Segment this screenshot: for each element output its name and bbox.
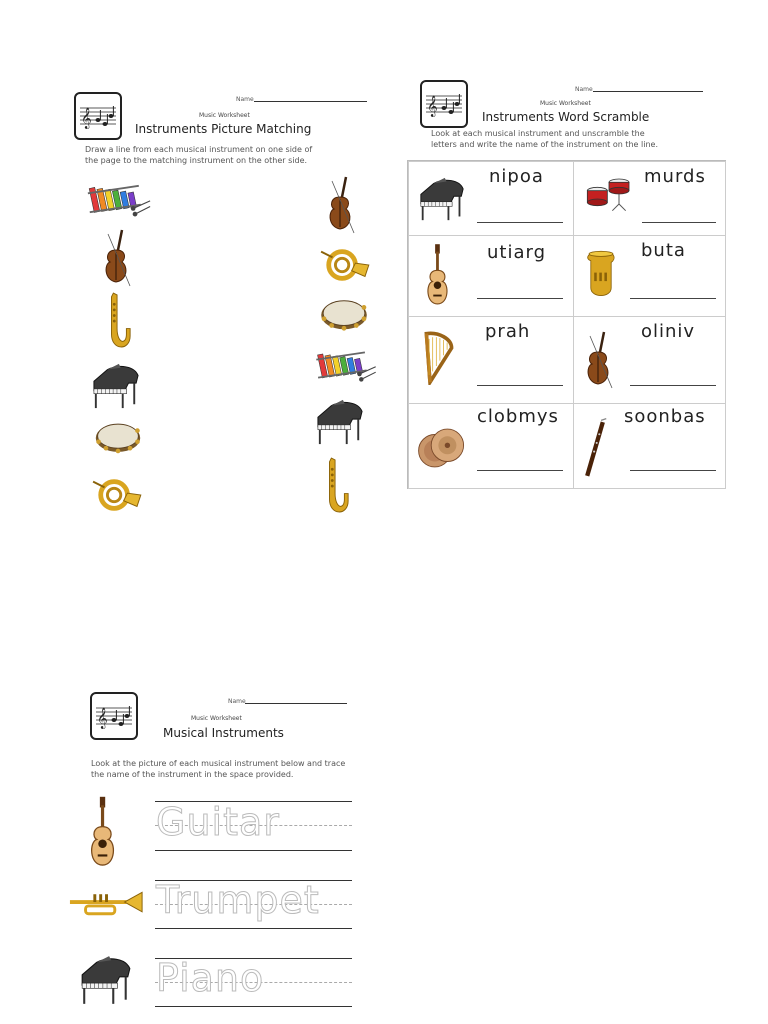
harp-icon xyxy=(421,329,457,385)
scrambled-word: prah xyxy=(485,321,531,342)
scrambled-word: clobmys xyxy=(477,406,559,427)
guitar-icon xyxy=(423,242,451,308)
instructions-line: letters and write the name of the instrument on the line. xyxy=(431,140,658,149)
tuba-icon xyxy=(584,248,618,304)
worksheet-instructions xyxy=(431,128,658,150)
name-label: Name xyxy=(575,86,593,93)
worksheet-instructions xyxy=(91,758,345,780)
piano-icon xyxy=(78,952,134,1008)
worksheet-instructions xyxy=(85,144,312,166)
scrambled-word: nipoa xyxy=(489,166,544,187)
answer-line[interactable] xyxy=(630,385,716,386)
scramble-cell xyxy=(408,403,574,489)
trumpet-icon xyxy=(68,888,146,918)
scrambled-word: buta xyxy=(641,240,686,261)
answer-line[interactable] xyxy=(477,298,563,299)
violin-icon[interactable] xyxy=(320,175,360,235)
instructions-line: Look at the picture of each musical instrument below and trace xyxy=(91,759,346,768)
worksheet-title: Instruments Word Scramble xyxy=(482,110,650,124)
saxophone-icon[interactable] xyxy=(104,291,132,353)
violin-icon[interactable] xyxy=(96,228,136,288)
trace-word[interactable]: Trumpet xyxy=(156,878,320,922)
piano-icon xyxy=(417,176,467,222)
xylophone-icon[interactable] xyxy=(86,180,152,218)
drums-icon xyxy=(584,174,634,214)
music-staff-logo-icon xyxy=(74,92,122,140)
answer-line[interactable] xyxy=(630,470,716,471)
name-input-line[interactable] xyxy=(245,703,347,704)
scramble-cell xyxy=(408,161,574,236)
instructions-line: the name of the instrument in the space provided. xyxy=(91,770,294,779)
worksheet-subtitle: Music Worksheet xyxy=(540,100,591,107)
instructions-line: the page to the matching instrument on the other side. xyxy=(85,156,308,165)
worksheet-subtitle: Music Worksheet xyxy=(199,112,250,119)
name-input-line[interactable] xyxy=(254,101,367,102)
answer-line[interactable] xyxy=(642,222,716,223)
scrambled-word: murds xyxy=(644,166,706,187)
trace-word[interactable]: Piano xyxy=(156,956,265,1000)
french-horn-icon[interactable] xyxy=(316,244,372,286)
trace-base-line xyxy=(155,928,352,929)
scramble-cell xyxy=(573,316,726,404)
scrambled-word: utiarg xyxy=(487,242,547,263)
answer-line[interactable] xyxy=(630,298,716,299)
scramble-cell xyxy=(408,316,574,404)
name-label: Name xyxy=(236,96,254,103)
name-input-line[interactable] xyxy=(593,91,703,92)
piano-icon[interactable] xyxy=(90,362,142,410)
name-label: Name xyxy=(228,698,246,705)
trace-base-line xyxy=(155,850,352,851)
saxophone-icon[interactable] xyxy=(322,456,350,518)
guitar-icon xyxy=(86,794,118,870)
cymbals-icon xyxy=(415,424,469,472)
trace-base-line xyxy=(155,1006,352,1007)
worksheet-title: Musical Instruments xyxy=(163,726,284,740)
answer-line[interactable] xyxy=(477,222,563,223)
worksheet-subtitle: Music Worksheet xyxy=(191,715,242,722)
scramble-cell xyxy=(408,235,574,317)
tambourine-icon[interactable] xyxy=(93,419,143,457)
tambourine-icon[interactable] xyxy=(318,296,370,334)
scramble-grid xyxy=(407,160,726,489)
violin-icon xyxy=(578,329,618,391)
scramble-cell xyxy=(573,235,726,317)
scramble-cell xyxy=(573,403,726,489)
scramble-cell xyxy=(573,161,726,236)
instructions-line: Look at each musical instrument and unscramble the xyxy=(431,129,645,138)
xylophone-icon[interactable] xyxy=(314,347,378,383)
answer-line[interactable] xyxy=(477,385,563,386)
french-horn-icon[interactable] xyxy=(88,474,144,516)
worksheet-title: Instruments Picture Matching xyxy=(135,122,312,136)
scrambled-word: soonbas xyxy=(624,406,706,427)
music-staff-logo-icon xyxy=(90,692,138,740)
bassoon-icon xyxy=(582,416,608,482)
answer-line[interactable] xyxy=(477,470,563,471)
trace-word[interactable]: Guitar xyxy=(156,800,280,844)
music-staff-logo-icon xyxy=(420,80,468,128)
piano-icon[interactable] xyxy=(314,398,366,446)
scrambled-word: oliniv xyxy=(641,321,696,342)
instructions-line: Draw a line from each musical instrument on one side of xyxy=(85,145,313,154)
